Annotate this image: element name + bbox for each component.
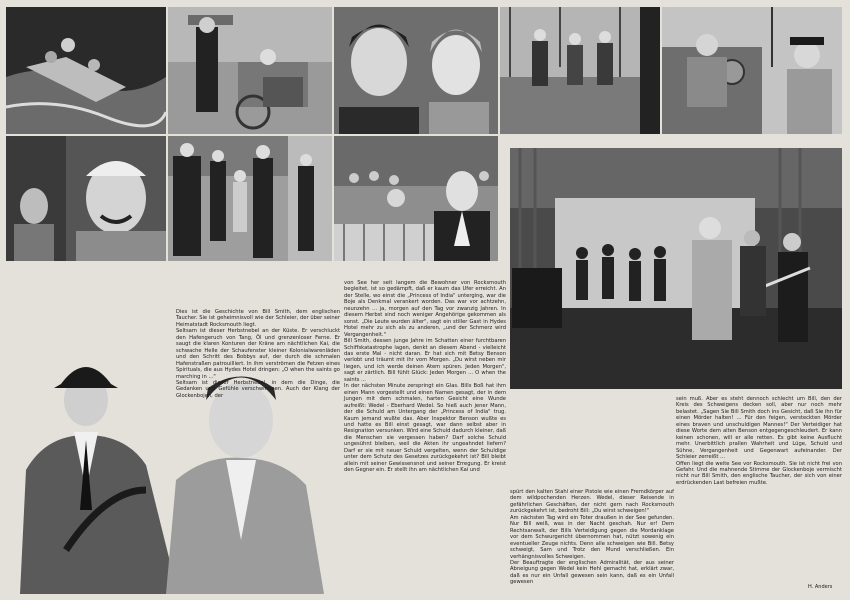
photo-ship-deck	[500, 7, 660, 134]
column-3-paragraph-1: spürt den kalten Stahl einer Pistole wie einen Fremdkörper auf dem wildpochenden Herzen. Wedel, dieser Reisende in gefährlichen Geschäften, der nicht gern nach Rocksmouth zurückgekehrt ist, bedroht Bill: „Du wirst schweigen!"	[510, 489, 674, 515]
article-column-4	[676, 396, 842, 578]
photo-two-women	[334, 7, 498, 134]
column-2-paragraph-2: Bill Smith, dessen junge Jahre im Schatten einer furchtbaren Schiffskatastrophe lagen, denkt an diesem Abend - vielleicht das erste Mal - nicht daran. Er hat sich mit Betsy Benson verlobt und träumt mit ihr vom Morgen. „Du wirst neben mir liegen, und ich werde deinen Atem spüren. Jeden Morgen", sagt er zärtlich. Bill fühlt Glück: Jeden Morgen ... O when the saints ...	[344, 338, 506, 383]
column-4-paragraph-1: sein muß. Aber es steht dennoch schlecht um Bill, den der Kreis des Schweigens decken soll, aber nur noch mehr belastet. „Sagen Sie Bill Smith doch ins Gesicht, daß Sie ihn für einen Mörder halten! ... Für den feigen, versteckten Mörder eines braven und unschuldigen Mannes!" Der Verteidiger hat diese Worte dem alten Benson entgegengeschleudert. Er kann keinen schonen, will er alle retten. Es gibt keine Ausflucht mehr. Unerbittlich prallen Wahrheit und Lüge, Schuld und Sühne, Vergangenheit und Gegenwart aufeinander. Der Schleier zerreißt ...	[676, 396, 842, 461]
photo-stage-dancers	[510, 148, 842, 389]
photo-rowing-boat	[6, 7, 166, 134]
photo-wheelchair	[168, 7, 332, 134]
column-2-paragraph-3: In der nächsten Minute zerspringt ein Glas. Bills Boß hat ihm einen Mann vorgestellt und einen Namen gesagt, der in dem Jungen mit dem schmalen, harten Gesicht eine Wunde aufreißt: Wedel - Eberhard Wedel. So hieß auch jener Mann, der die Schuld am Untergang der „Princess of India" trug. Kaum jemand wußte das. Aber Inspektor Benson wußte es und hatte es Bill einst gesagt, war dann selbst aber in Resignation versunken. Wird eine Schuld dadurch kleiner, daß die Menschen sie vergessen haben? Darf solche Schuld ungesühnt bleiben, weil die Akten ihr ungeahndet liefern? Darf er sie mit neuer Schuld vergelten, wenn der Schuldige unter dem Schutz des Gesetzes zurückgekehrt ist? Bill bleibt allein mit seiner Gewissensnot und seiner Erregung. Er kreist den Gegner ein. Er stellt ihn am nächtlichen Kai und	[344, 383, 506, 474]
column-3-paragraph-2: Am nächsten Tag wird ein Toter draußen in der See gefunden. Nur Bill weiß, was in der Nacht geschah. Nur er! Dem Rechtsanwalt, der Bills Verteidigung gegen die Mordanklage vor dem Schwurgericht übernommen hat, nützt sowenig ein eventueller Zeuge nichts. Denn alle schweigen wie Bill. Betsy schweigt, Sam und Trotz den Mund verschließen. Ein verhängnisvolles Schweigen.	[510, 514, 674, 560]
article-column-3	[510, 489, 674, 586]
photo-boy-and-old-man	[6, 136, 166, 261]
author-signature: H. Anders	[808, 584, 833, 590]
article-column-2	[344, 280, 506, 594]
column-1-paragraph-1: Dies ist die Geschichte von Bill Smith, dem englischen Taucher. Sie ist geheimnisvoll wie der Schleier, der über seiner Heimatstadt Rocksmouth liegt.	[176, 309, 340, 328]
article-column-1	[176, 309, 340, 399]
column-4-paragraph-2: Offen liegt die weite See vor Rocksmouth. Sie ist nicht frei von Gefahr. Und die mahnende Stimme der Glockenboje vermischt nicht nur Bill Smith, den englische Taucher, der sich von einer erdrückenden Last befreien mußte.	[676, 460, 842, 486]
photo-captain	[662, 7, 842, 134]
column-1-paragraph-3: Seltsam ist dieser Herbstnebel, in dem die Dinge, die Gedanken und Gefühle verschwimmen. Auch der Klang der Glockenbojen, der	[176, 379, 340, 399]
photo-hotel-lobby	[168, 136, 332, 261]
photo-courtroom	[334, 136, 498, 261]
column-1-paragraph-2: Seltsam ist dieser Herbstnebel an der Küste. Er verschluckt den Hafengeruch von Tang, Öl und grenzenloser Ferne. Er saugt die klaren Konturen der Kräne am nächtlichen Kai, die schwache Helle der Schaufenster kleiner Kolonialwarenläden und den Schritt des Bobbys auf, der durch die schmalen Hafenstraßen patrouilliert. In ihm verströmen die Fetzen eines Spirituals, die aus Hydes Hotel dringen: „O when the saints go marching in ..."	[176, 328, 340, 380]
column-3-paragraph-3: Der Beauftragte der englischen Admiralität, der aus seiner Abneigung gegen Wedel kein Hehl gemacht hat, erklärt zwar, daß es nur ein Unfall gewesen sein kann, daß es ein Unfall gewesen	[510, 559, 674, 586]
column-2-paragraph-1: von See her seit langem die Bewohner von Rocksmouth begleitet, ist so gedämpft, daß er kaum das Ufer erreicht. An der Stelle, wo einst die „Princess of India" unterging, war die Boje als Denkmal verankert worden. Das war vor achtzehn, neunzehn ... ja, morgen auf den Tag vor zwanzig Jahren. In diesem Herbst sind noch weniger Angehörige gekommen als sonst. „Die Leute wurden älter", sagt ein stiller Gast in Hydes Hotel mehr zu sich als zu anderen, „und der Schmerz wird Vergangenheit."	[344, 280, 506, 338]
